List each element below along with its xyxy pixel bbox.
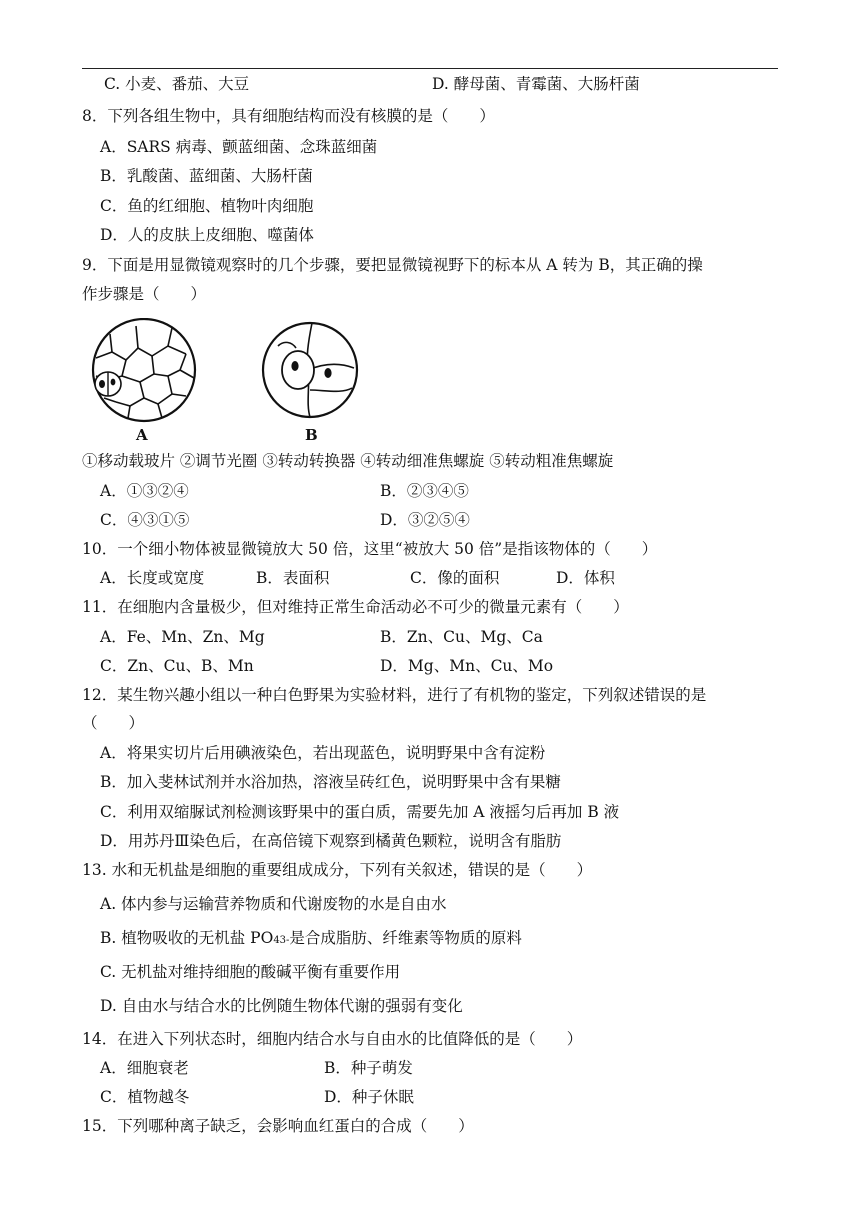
q9-option-d: D．③②⑤④ bbox=[380, 511, 470, 529]
q10-option-b: B．表面积 bbox=[256, 569, 330, 587]
q7-option-d: D. 酵母菌、青霉菌、大肠杆菌 bbox=[432, 75, 640, 93]
q11-option-c: C．Zn、Cu、B、Mn bbox=[100, 657, 254, 675]
q13-option-b-subscript: 43- bbox=[273, 935, 290, 946]
q11-option-d: D．Mg、Mn、Cu、Mo bbox=[380, 657, 554, 675]
q12-stem-line2: （ ） bbox=[82, 714, 145, 732]
q13-option-a: A. 体内参与运输营养物质和代谢废物的水是自由水 bbox=[100, 895, 447, 913]
q8-option-b: B．乳酸菌、蓝细菌、大肠杆菌 bbox=[100, 167, 313, 185]
q8-option-d: D．人的皮肤上皮细胞、噬菌体 bbox=[100, 226, 314, 244]
q11-option-b: B．Zn、Cu、Mg、Ca bbox=[380, 628, 543, 646]
q13-option-b-pre: B. 植物吸收的无机盐 PO bbox=[100, 929, 274, 947]
q13-option-c: C. 无机盐对维持细胞的酸碱平衡有重要作用 bbox=[100, 963, 401, 981]
microscope-figure bbox=[86, 318, 376, 446]
q8-option-c: C．鱼的红细胞、植物叶肉细胞 bbox=[100, 197, 314, 215]
q13-option-b bbox=[100, 928, 522, 951]
q14-stem: 14．在进入下列状态时，细胞内结合水与自由水的比值降低的是（ ） bbox=[82, 1030, 583, 1048]
q13-option-d: D. 自由水与结合水的比例随生物体代谢的强弱有变化 bbox=[100, 997, 463, 1015]
q14-option-b: B．种子萌发 bbox=[324, 1059, 413, 1077]
q11-option-a: A．Fe、Mn、Zn、Mg bbox=[100, 628, 265, 646]
q9-option-b: B．②③④⑤ bbox=[380, 482, 469, 500]
q12-option-c: C．利用双缩脲试剂检测该野果中的蛋白质，需要先加 A 液摇匀后再加 B 液 bbox=[100, 803, 620, 821]
q10-option-d: D．体积 bbox=[556, 569, 615, 587]
q14-option-c: C．植物越冬 bbox=[100, 1088, 190, 1106]
q8-option-a: A．SARS 病毒、颤蓝细菌、念珠蓝细菌 bbox=[100, 138, 378, 156]
q9-option-a: A．①③②④ bbox=[100, 482, 189, 500]
q12-option-d: D．用苏丹Ⅲ染色后，在高倍镜下观察到橘黄色颗粒，说明含有脂肪 bbox=[100, 832, 562, 850]
q12-stem-line1: 12．某生物兴趣小组以一种白色野果为实验材料，进行了有机物的鉴定，下列叙述错误的是 bbox=[82, 686, 707, 704]
field-b-figure bbox=[263, 323, 357, 444]
q11-stem: 11．在细胞内含量极少，但对维持正常生命活动必不可少的微量元素有（ ） bbox=[82, 598, 629, 616]
q9-option-c: C．④③①⑤ bbox=[100, 511, 190, 529]
q8-stem: 8．下列各组生物中，具有细胞结构而没有核膜的是（ ） bbox=[82, 107, 495, 125]
q10-option-a: A．长度或宽度 bbox=[100, 569, 205, 587]
q13-option-b-post: 是合成脂肪、纤维素等物质的原料 bbox=[289, 929, 522, 947]
q12-option-a: A．将果实切片后用碘液染色，若出现蓝色，说明野果中含有淀粉 bbox=[100, 744, 546, 762]
q15-stem: 15．下列哪种离子缺乏，会影响血红蛋白的合成（ ） bbox=[82, 1117, 474, 1135]
figure-label-b: B bbox=[305, 426, 318, 444]
q9-stem-line1: 9．下面是用显微镜观察时的几个步骤，要把显微镜视野下的标本从 A 转为 B，其正确的操 bbox=[82, 256, 703, 274]
q14-option-a: A．细胞衰老 bbox=[100, 1059, 189, 1077]
q13-stem: 13. 水和无机盐是细胞的重要组成成分，下列有关叙述，错误的是（ ） bbox=[82, 861, 593, 879]
q10-stem: 10．一个细小物体被显微镜放大 50 倍，这里“被放大 50 倍”是指该物体的（ ） bbox=[82, 540, 658, 558]
q12-option-b: B．加入斐林试剂并水浴加热，溶液呈砖红色，说明野果中含有果糖 bbox=[100, 773, 561, 791]
q10-option-c: C．像的面积 bbox=[410, 569, 500, 587]
figure-label-a: A bbox=[136, 426, 148, 444]
field-a-figure bbox=[93, 319, 195, 444]
q9-stem-line2: 作步骤是（ ） bbox=[82, 285, 207, 303]
q14-option-d: D．种子休眠 bbox=[324, 1088, 414, 1106]
q9-steps: ①移动载玻片 ②调节光圈 ③转动转换器 ④转动细准焦螺旋 ⑤转动粗准焦螺旋 bbox=[82, 452, 614, 470]
top-rule bbox=[82, 68, 778, 69]
q7-option-c: C. 小麦、番茄、大豆 bbox=[104, 75, 250, 93]
